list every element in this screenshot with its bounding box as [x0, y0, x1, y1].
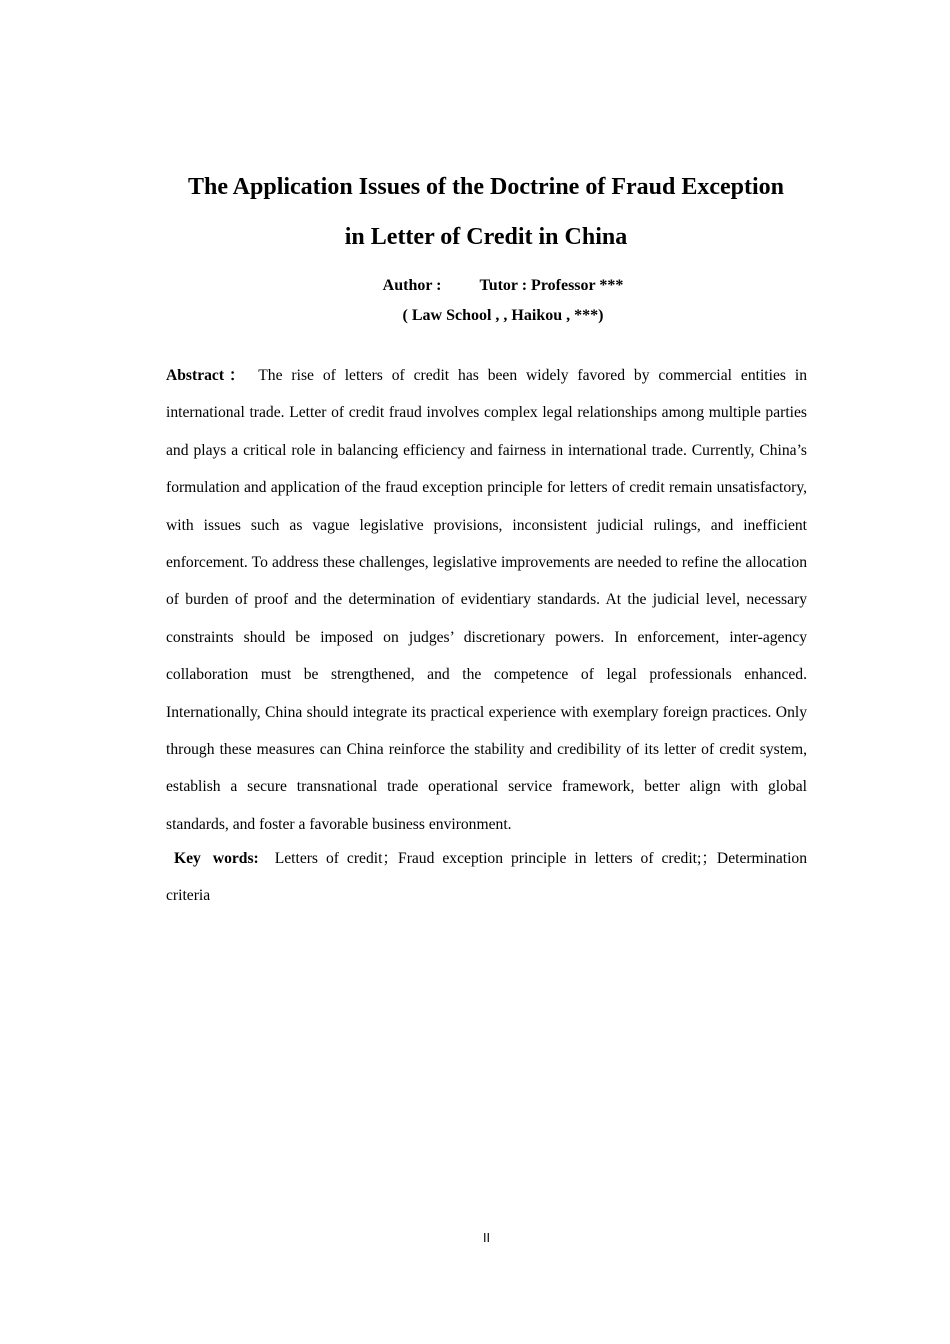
keywords-label: Key words: — [174, 850, 259, 867]
paper-title-line-2: in Letter of Credit in China — [344, 224, 628, 250]
page-number: II — [482, 1231, 491, 1245]
author-line — [0, 276, 950, 296]
affiliation: ( Law School , , Haikou , ***) — [402, 307, 604, 324]
abstract-label: Abstract： — [166, 367, 250, 384]
abstract-text: The rise of letters of credit has been widely favored by commercial entities in international trade. Letter of credit fraud involves complex legal relationships among multiple parties and plays a critical role in balancing efficiency and fairness in international trade. Currently, China’s formulation and application of the fraud exception principle for letters of credit remain unsatisfactory, with issues such as vague legislative provisions, inconsistent judicial rulings, and inefficient enforcement. To address these challenges, legislative improvements are needed to refine the allocation of burden of proof and the determination of evidentiary standards. At the judicial level, necessary constraints should be imposed on judges’ discretionary powers. In enforcement, inter-agency collaboration must be strengthened, and the competence of legal professionals enhanced. Internationally, China should integrate its practical experience with exemplary foreign practices. Only through these measures can China reinforce the stability and credibility of its letter of credit system, establish a secure transnational trade operational service framework, better align with global standards, and foster a favorable business environment. — [166, 367, 807, 833]
paper-title-line-1: The Application Issues of the Doctrine of Fraud Exception — [187, 174, 784, 200]
author-label: Author : — [382, 277, 442, 294]
keywords-paragraph — [166, 840, 807, 914]
abstract-paragraph — [166, 357, 807, 843]
keywords-text: Letters of credit；Fraud exception principle in letters of credit;；Determination criteria — [166, 850, 807, 904]
tutor-label: Tutor : Professor *** — [479, 277, 624, 294]
